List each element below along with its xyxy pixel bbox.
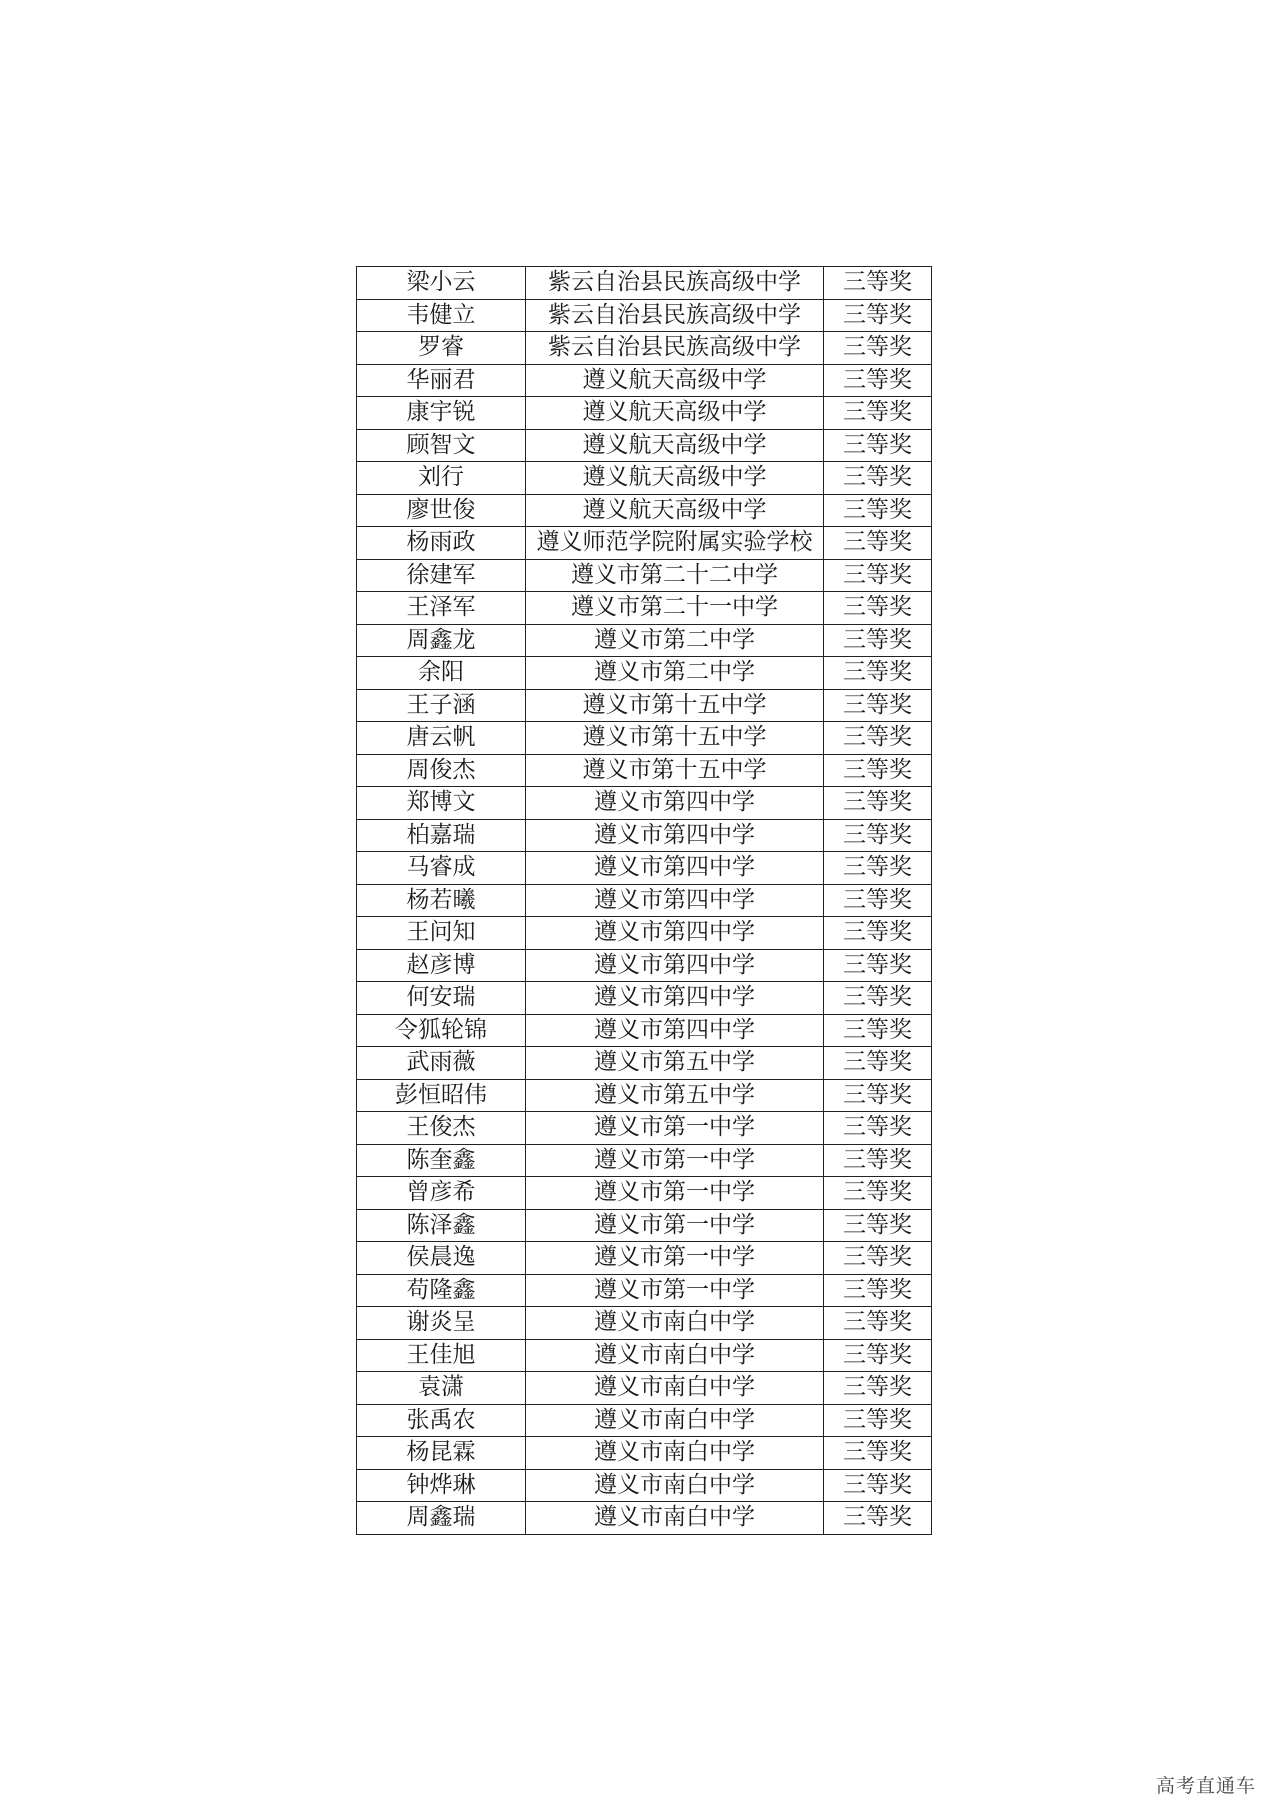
award-level-cell: 三等奖 (824, 722, 932, 755)
table-row (357, 982, 932, 1015)
table-row (357, 332, 932, 365)
award-level-cell: 三等奖 (824, 462, 932, 495)
award-level-cell: 三等奖 (824, 689, 932, 722)
table-row (357, 1437, 932, 1470)
student-name-cell: 陈奎鑫 (357, 1144, 526, 1177)
school-name-cell: 遵义市第四中学 (526, 852, 824, 885)
table-row (357, 1014, 932, 1047)
table-row (357, 527, 932, 560)
student-name-cell: 余阳 (357, 657, 526, 690)
table-row (357, 1144, 932, 1177)
award-level-cell: 三等奖 (824, 1209, 932, 1242)
award-level-cell: 三等奖 (824, 299, 932, 332)
award-level-cell: 三等奖 (824, 429, 932, 462)
school-name-cell: 遵义市南白中学 (526, 1437, 824, 1470)
school-name-cell: 遵义市第一中学 (526, 1274, 824, 1307)
student-name-cell: 彭恒昭伟 (357, 1079, 526, 1112)
table-row (357, 1372, 932, 1405)
award-level-cell: 三等奖 (824, 884, 932, 917)
school-name-cell: 遵义市第二十二中学 (526, 559, 824, 592)
award-level-cell: 三等奖 (824, 1469, 932, 1502)
table-row (357, 819, 932, 852)
student-name-cell: 韦健立 (357, 299, 526, 332)
school-name-cell: 遵义市第十五中学 (526, 722, 824, 755)
school-name-cell: 遵义市第一中学 (526, 1242, 824, 1275)
school-name-cell: 遵义市第四中学 (526, 884, 824, 917)
school-name-cell: 遵义市南白中学 (526, 1339, 824, 1372)
student-name-cell: 刘行 (357, 462, 526, 495)
table-row (357, 1112, 932, 1145)
award-level-cell: 三等奖 (824, 1079, 932, 1112)
student-name-cell: 周鑫瑞 (357, 1502, 526, 1535)
table-row (357, 494, 932, 527)
student-name-cell: 杨昆霖 (357, 1437, 526, 1470)
school-name-cell: 遵义市第一中学 (526, 1209, 824, 1242)
school-name-cell: 遵义市第四中学 (526, 949, 824, 982)
student-name-cell: 顾智文 (357, 429, 526, 462)
award-level-cell: 三等奖 (824, 754, 932, 787)
award-table (356, 266, 932, 1535)
table-row (357, 462, 932, 495)
table-row (357, 917, 932, 950)
table-row (357, 754, 932, 787)
school-name-cell: 遵义市第二十一中学 (526, 592, 824, 625)
student-name-cell: 罗睿 (357, 332, 526, 365)
award-level-cell: 三等奖 (824, 819, 932, 852)
award-level-cell: 三等奖 (824, 332, 932, 365)
student-name-cell: 王佳旭 (357, 1339, 526, 1372)
table-row (357, 429, 932, 462)
table-row (357, 722, 932, 755)
student-name-cell: 苟隆鑫 (357, 1274, 526, 1307)
student-name-cell: 何安瑞 (357, 982, 526, 1015)
school-name-cell: 遵义师范学院附属实验学校 (526, 527, 824, 560)
school-name-cell: 遵义市第五中学 (526, 1047, 824, 1080)
student-name-cell: 侯晨逸 (357, 1242, 526, 1275)
table-row (357, 1209, 932, 1242)
award-level-cell: 三等奖 (824, 364, 932, 397)
student-name-cell: 赵彦博 (357, 949, 526, 982)
student-name-cell: 徐建军 (357, 559, 526, 592)
school-name-cell: 遵义航天高级中学 (526, 494, 824, 527)
school-name-cell: 遵义市第十五中学 (526, 689, 824, 722)
student-name-cell: 陈泽鑫 (357, 1209, 526, 1242)
table-row (357, 949, 932, 982)
award-level-cell: 三等奖 (824, 559, 932, 592)
school-name-cell: 遵义市南白中学 (526, 1372, 824, 1405)
award-level-cell: 三等奖 (824, 267, 932, 300)
award-level-cell: 三等奖 (824, 1437, 932, 1470)
table-row (357, 852, 932, 885)
table-row (357, 1502, 932, 1535)
school-name-cell: 遵义市南白中学 (526, 1469, 824, 1502)
student-name-cell: 王泽军 (357, 592, 526, 625)
award-level-cell: 三等奖 (824, 657, 932, 690)
table-row (357, 1079, 932, 1112)
award-level-cell: 三等奖 (824, 1372, 932, 1405)
table-row (357, 592, 932, 625)
school-name-cell: 遵义市第五中学 (526, 1079, 824, 1112)
award-level-cell: 三等奖 (824, 852, 932, 885)
student-name-cell: 廖世俊 (357, 494, 526, 527)
award-level-cell: 三等奖 (824, 1177, 932, 1210)
table-row (357, 689, 932, 722)
table-row (357, 787, 932, 820)
award-level-cell: 三等奖 (824, 1339, 932, 1372)
school-name-cell: 遵义市南白中学 (526, 1502, 824, 1535)
school-name-cell: 遵义航天高级中学 (526, 364, 824, 397)
school-name-cell: 遵义市第一中学 (526, 1112, 824, 1145)
watermark-text: 高考直通车 (1155, 1775, 1256, 1797)
student-name-cell: 武雨薇 (357, 1047, 526, 1080)
school-name-cell: 遵义市第四中学 (526, 917, 824, 950)
student-name-cell: 杨若曦 (357, 884, 526, 917)
table-row (357, 1404, 932, 1437)
award-level-cell: 三等奖 (824, 1274, 932, 1307)
award-level-cell: 三等奖 (824, 397, 932, 430)
award-level-cell: 三等奖 (824, 592, 932, 625)
student-name-cell: 唐云帆 (357, 722, 526, 755)
school-name-cell: 遵义市第十五中学 (526, 754, 824, 787)
student-name-cell: 张禹农 (357, 1404, 526, 1437)
award-level-cell: 三等奖 (824, 1502, 932, 1535)
school-name-cell: 遵义航天高级中学 (526, 462, 824, 495)
award-level-cell: 三等奖 (824, 917, 932, 950)
school-name-cell: 遵义市第四中学 (526, 1014, 824, 1047)
school-name-cell: 遵义市第四中学 (526, 982, 824, 1015)
student-name-cell: 王问知 (357, 917, 526, 950)
table-row (357, 1307, 932, 1340)
table-row (357, 1469, 932, 1502)
table-row (357, 1177, 932, 1210)
student-name-cell: 杨雨政 (357, 527, 526, 560)
student-name-cell: 曾彦希 (357, 1177, 526, 1210)
table-row (357, 1339, 932, 1372)
award-level-cell: 三等奖 (824, 982, 932, 1015)
student-name-cell: 华丽君 (357, 364, 526, 397)
school-name-cell: 紫云自治县民族高级中学 (526, 299, 824, 332)
award-level-cell: 三等奖 (824, 1404, 932, 1437)
school-name-cell: 遵义市第四中学 (526, 819, 824, 852)
student-name-cell: 郑博文 (357, 787, 526, 820)
school-name-cell: 遵义市第二中学 (526, 624, 824, 657)
table-row (357, 397, 932, 430)
student-name-cell: 梁小云 (357, 267, 526, 300)
student-name-cell: 王俊杰 (357, 1112, 526, 1145)
table-row (357, 1242, 932, 1275)
table-row (357, 299, 932, 332)
award-level-cell: 三等奖 (824, 1112, 932, 1145)
student-name-cell: 马睿成 (357, 852, 526, 885)
award-level-cell: 三等奖 (824, 1242, 932, 1275)
student-name-cell: 柏嘉瑞 (357, 819, 526, 852)
table-row (357, 559, 932, 592)
school-name-cell: 遵义市南白中学 (526, 1307, 824, 1340)
school-name-cell: 紫云自治县民族高级中学 (526, 267, 824, 300)
table-row (357, 1274, 932, 1307)
school-name-cell: 遵义航天高级中学 (526, 429, 824, 462)
school-name-cell: 遵义市第一中学 (526, 1177, 824, 1210)
school-name-cell: 遵义市南白中学 (526, 1404, 824, 1437)
award-level-cell: 三等奖 (824, 527, 932, 560)
award-table-body (357, 267, 932, 1535)
award-level-cell: 三等奖 (824, 494, 932, 527)
award-level-cell: 三等奖 (824, 1307, 932, 1340)
student-name-cell: 康宇锐 (357, 397, 526, 430)
award-level-cell: 三等奖 (824, 949, 932, 982)
table-row (357, 884, 932, 917)
table-row (357, 1047, 932, 1080)
student-name-cell: 周俊杰 (357, 754, 526, 787)
school-name-cell: 紫云自治县民族高级中学 (526, 332, 824, 365)
student-name-cell: 王子涵 (357, 689, 526, 722)
award-level-cell: 三等奖 (824, 1047, 932, 1080)
student-name-cell: 袁潇 (357, 1372, 526, 1405)
student-name-cell: 令狐轮锦 (357, 1014, 526, 1047)
award-level-cell: 三等奖 (824, 624, 932, 657)
table-row (357, 624, 932, 657)
school-name-cell: 遵义航天高级中学 (526, 397, 824, 430)
award-level-cell: 三等奖 (824, 787, 932, 820)
school-name-cell: 遵义市第一中学 (526, 1144, 824, 1177)
table-row (357, 364, 932, 397)
award-level-cell: 三等奖 (824, 1014, 932, 1047)
table-row (357, 657, 932, 690)
school-name-cell: 遵义市第二中学 (526, 657, 824, 690)
student-name-cell: 周鑫龙 (357, 624, 526, 657)
school-name-cell: 遵义市第四中学 (526, 787, 824, 820)
award-level-cell: 三等奖 (824, 1144, 932, 1177)
student-name-cell: 谢炎呈 (357, 1307, 526, 1340)
table-row (357, 267, 932, 300)
student-name-cell: 钟烨琳 (357, 1469, 526, 1502)
